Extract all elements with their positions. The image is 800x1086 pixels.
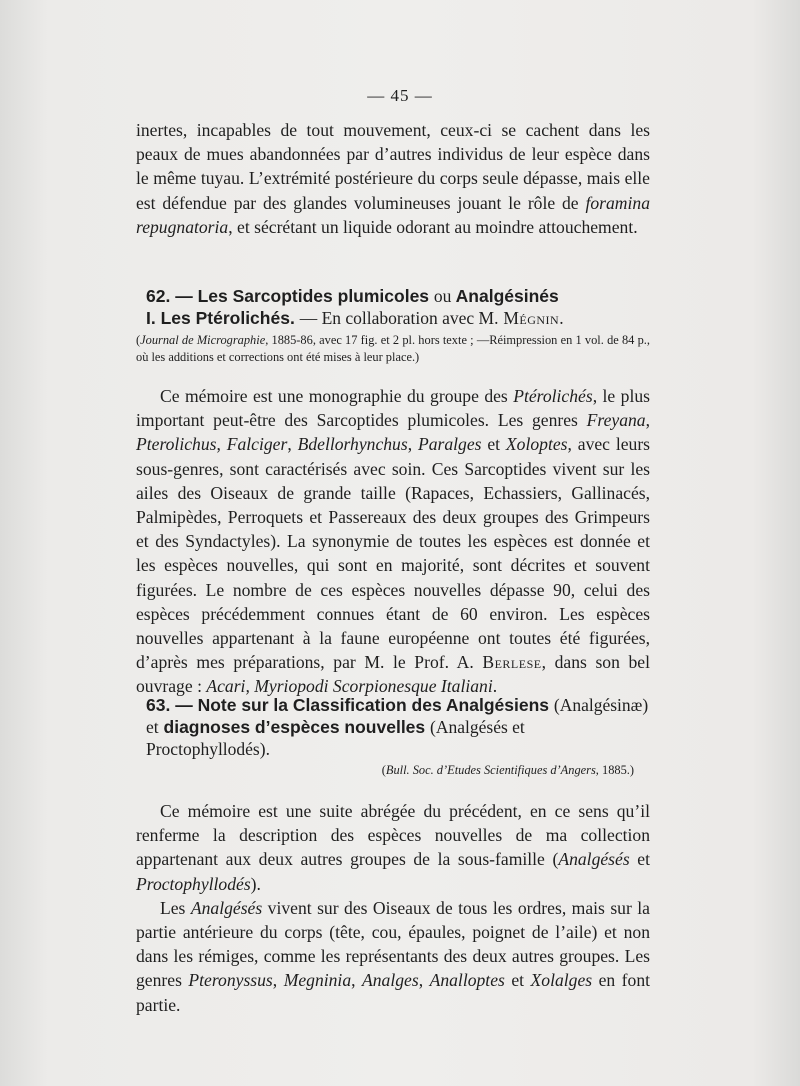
section-62-collab-end: . — [559, 308, 564, 328]
section-62-conj: ou — [433, 286, 452, 306]
italic-run: Analgésés — [558, 849, 630, 870]
italic-run: Falciger — [226, 434, 288, 455]
section-62-title: Les Sarcoptides plumicoles — [197, 286, 430, 306]
intro-text-a: inertes, incapables de tout mouvement, ceux-ci se cachent dans les peaux de mues abandonnées par d’autres individus de leur espèce dans le même tuyau. L’extrémité postérieure du corps seule dépasse, mais elle est défendue par des glandes volumineuses jouant le rôle de — [136, 120, 650, 213]
text-run: en font partie. — [136, 970, 651, 1015]
italic-run: Xoloptes — [505, 434, 568, 455]
text-run: , dans son bel ouvrage : — [136, 652, 650, 697]
citation-journal: Journal de Micrographie — [140, 333, 266, 347]
text-run: et — [629, 849, 650, 870]
intro-block — [136, 118, 650, 239]
section-63-paren-2: (Analgésés et Proctophyllodés). — [146, 717, 525, 759]
section-63 — [136, 694, 650, 1017]
section-63-citation — [136, 762, 650, 779]
text-run: , — [645, 410, 650, 431]
intro-italic: foramina repugnatoria — [136, 192, 650, 237]
section-63-dash: — — [175, 695, 193, 715]
text-run: , avec leurs sous-genres, sont caractérisés avec soin. Ces Sarcoptides vivent sur les ailes des Oiseaux de grande taille (Rapaces, Echassiers, Gallinacés, Palmipèdes, Perroquets et Passereaux des deux groupes des Grimpeurs et des Syndactyles). La synonymie de toutes les espèces est donnée et les espèces nouvelles, qui sont en majorité, sont décrites et souvent figurées. Le nombre de ces espèces nouvelles dépasse 90, celui des espèces précédemment connues étant de 60 environ. Les espèces nouvelles appartenant à la faune européenne ont toutes été figurées, d’après mes préparations, par M. le Prof. A. — [136, 434, 651, 673]
text-run: et — [481, 434, 506, 455]
section-63-paren-1: (Analgésinæ) et — [146, 695, 649, 737]
section-63-heading — [136, 694, 650, 760]
section-62-heading — [136, 285, 650, 307]
section-63-title-2: diagnoses d’espèces nouvelles — [163, 717, 426, 737]
italic-run: Ptérolichés — [513, 386, 593, 406]
text-run: , — [272, 970, 284, 991]
section-62-dash: — — [175, 286, 193, 306]
section-62 — [136, 285, 650, 699]
section-62-title-2: Analgésinés — [455, 286, 559, 306]
section-62-paragraph — [136, 384, 650, 699]
text-run: . — [492, 676, 498, 697]
section-62-collab: — En collaboration avec M. — [299, 308, 499, 328]
text-run: , — [287, 434, 298, 455]
section-62-subtitle: I. Les Ptérolichés. — [146, 308, 295, 328]
italic-run: Freyana — [586, 410, 646, 431]
italic-run: Analloptes — [429, 970, 505, 991]
intro-text-b: , et sécrétant un liquide odorant au moindre attouchement. — [228, 216, 638, 237]
citation-journal-63: Bull. Soc. d’Etudes Scientifiques d’Angers — [385, 763, 596, 777]
italic-run: Megninia — [283, 970, 352, 991]
italic-run: Acari, Myriopodi Scorpionesque Italiani — [206, 676, 493, 697]
text-run: Ce mémoire est une monographie du groupe des — [160, 386, 514, 406]
page-number: — 45 — — [367, 86, 433, 105]
citation-rest: , 1885-86, avec 17 fig. et 2 pl. hors texte ; —Réimpression en 1 vol. de 84 p., où les additions et corrections ont été mises à leur place.) — [136, 333, 650, 364]
italic-run: Proctophyllodés — [136, 873, 251, 894]
italic-run: Analges — [362, 970, 419, 991]
intro-paragraph — [136, 118, 650, 239]
citation-rest-63: , 1885.) — [595, 763, 634, 777]
text-run: , — [407, 434, 418, 455]
italic-run: Xolalges — [530, 970, 593, 991]
section-63-title: Note sur la Classification des Analgésiens — [197, 695, 549, 715]
italic-run: Pterolichus — [136, 434, 217, 455]
italic-run: Paralges — [417, 434, 482, 455]
text-run: Ce mémoire est une suite abrégée du précédent, en ce sens qu’il renferme la description des espèces nouvelles de ma collection appartenant aux deux autres groupes de la sous-famille ( — [136, 801, 650, 870]
text-run: , — [418, 970, 430, 991]
text-run: , — [216, 434, 227, 455]
text-run: ). — [250, 873, 261, 894]
text-run: Les — [160, 897, 191, 918]
text-run: , — [351, 970, 363, 991]
section-62-subheading — [136, 307, 650, 329]
text-run: et — [504, 970, 531, 991]
smallcaps-run: Berlese — [482, 652, 542, 673]
italic-run: Analgésés — [190, 897, 263, 918]
citation-open: ( — [136, 333, 141, 347]
section-62-citation — [136, 332, 650, 366]
text-run: , le plus important peut-être des Sarcoptides plumicoles. Les genres — [136, 386, 650, 431]
citation-open-63: ( — [381, 763, 386, 777]
section-63-number: 63. — [146, 695, 171, 715]
section-63-paragraph-1 — [136, 799, 650, 896]
section-62-author: Mégnin — [503, 308, 560, 328]
italic-run: Bdellorhynchus — [297, 434, 408, 455]
text-run: vivent sur des Oiseaux de tous les ordres, mais sur la partie antérieure du corps (tête, cou, épaules, poignet de l’aile) et non dans les rémiges, comme les représentants des deux autres groupes. Les genres — [136, 897, 650, 991]
section-63-paragraph-2 — [136, 896, 650, 1017]
section-62-number: 62. — [146, 286, 171, 306]
italic-run: Pteronyssus — [188, 970, 273, 991]
